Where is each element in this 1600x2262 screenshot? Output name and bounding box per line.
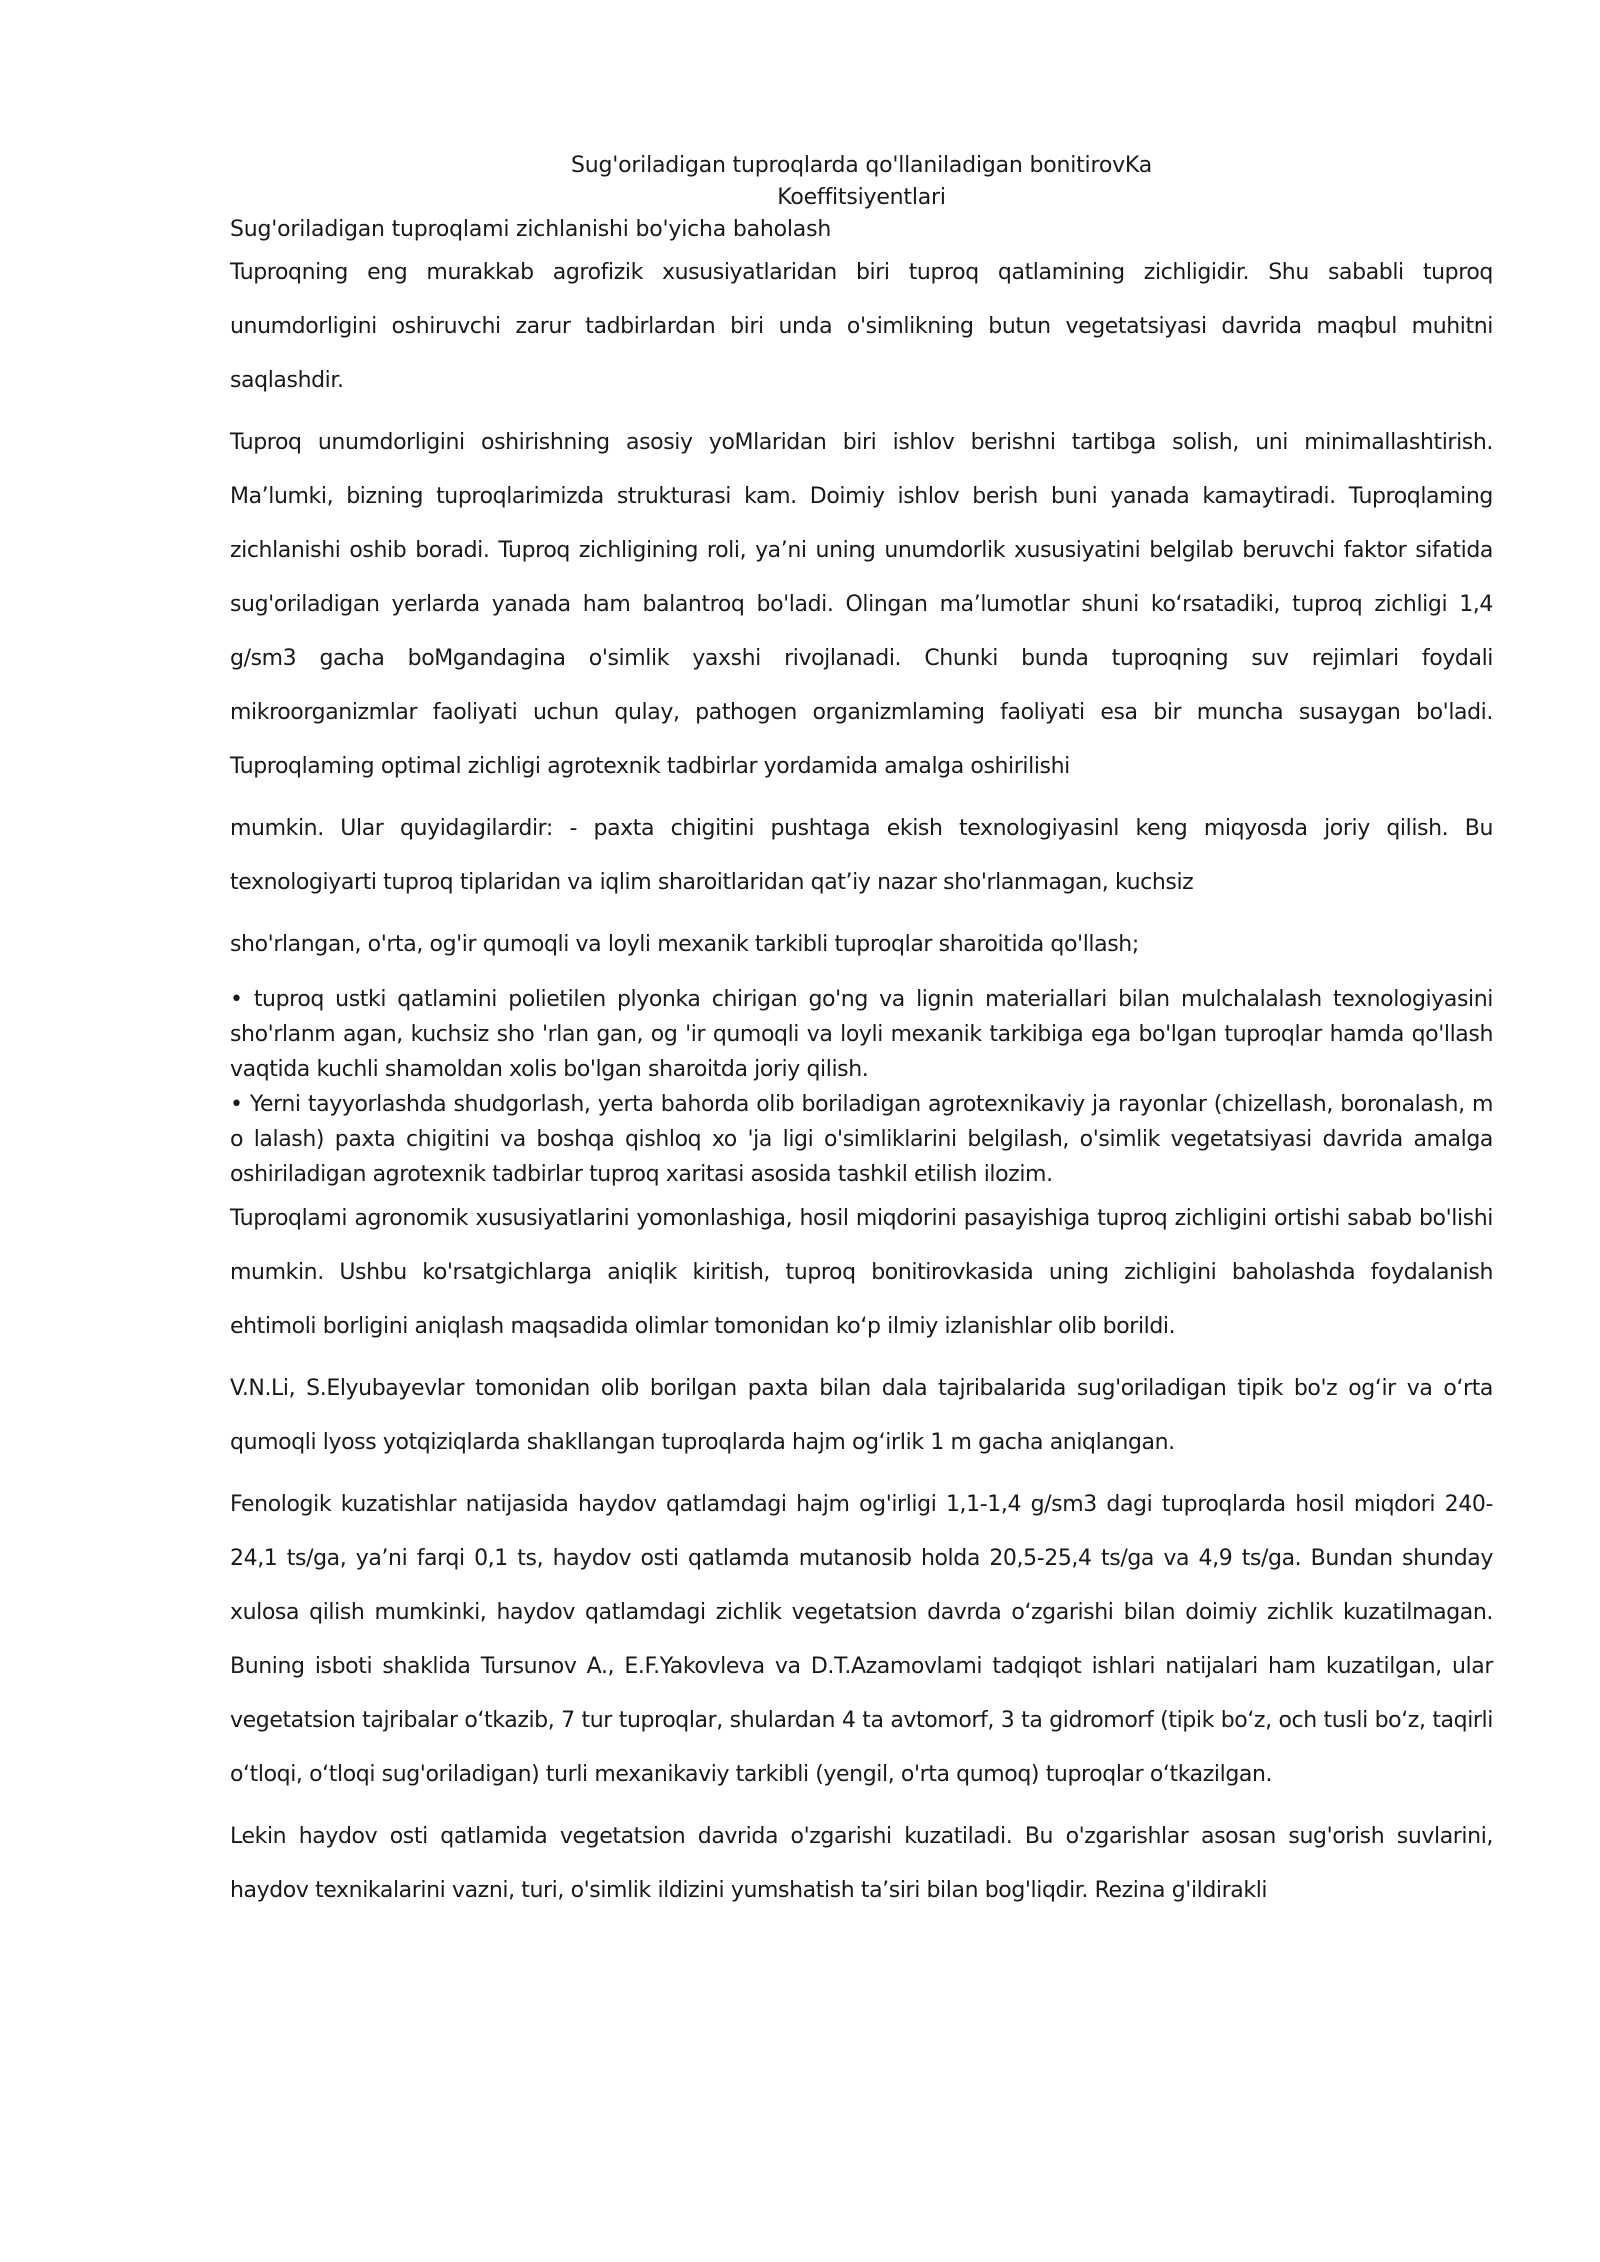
document-page (230, 150, 1493, 1926)
paragraph: sho'rlangan, o'rta, og'ir qumoqli va loyli mexanik tarkibli tuproqlar sharoitida qo'llash; (230, 932, 1139, 957)
document-title: Sug'oriladigan tuproqlarda qo'llaniladigan bonitirovKa (570, 153, 1153, 178)
paragraph: V.N.Li, S.Elyubayevlar tomonidan olib borilgan paxta bilan dala tajribalarida sug'oriladigan tipik bo'z og‘ir va o‘rta qumoqli lyoss yotqiziqlarda shakllangan tuproqlarda hajm og‘irIik 1 m gacha aniqlangan. (230, 1376, 1493, 1455)
paragraph: Fenologik kuzatishlar natijasida haydov qatlamdagi hajm og'irligi 1,1-1,4 g/sm3 dagi tuproqlarda hosil miqdori 240-24,1 ts/ga, ya’ni farqi 0,1 ts, haydov osti qatlamda mutanosib holda 20,5-25,4 ts/ga va 4,9 ts/ga. Bundan shunday xulosa qilish mumkinki, haydov qatlamdagi zichlik vegetatsion davrda o‘zgarishi bilan doimiy zichlik kuzatilmagan. Buning isboti shaklida Tursunov A., E.F.Yakovleva va D.T.Azamovlami tadqiqot ishlari natijalari ham kuzatilgan, ular vegetatsion tajribalar o‘tkazib, 7 tur tuproqlar, shulardan 4 ta avtomorf, 3 ta gidromorf (tipik bo‘z, och tusli bo‘z, taqirli o‘tloqi, o‘tloqi sug'oriladigan) turli mexanikaviy tarkibli (yengil, o'rta qumoq) tuproqlar o‘tkazilgan. (230, 1492, 1493, 1787)
paragraph: Tuproqning eng murakkab agrofizik xususiyatlaridan biri tuproq qatlamining zichligidir. Shu sababli tuproq unumdorligini oshiruvchi zarur tadbirlardan biri unda o'simlikning butun vegetatsiyasi davrida maqbul muhitni saqlashdir. (230, 260, 1493, 393)
bullet-item: • tuproq ustki qatlamini polietilen plyonka chirigan go'ng va lignin materiallari bilan mulchalalash texnologiyasini sho'rlanm agan, kuchsiz sho 'rlan gan, og 'ir qumoqli va loyli mexanik tarkibiga ega bo'lgan tuproqlar hamda qo'llash vaqtida kuchli shamoldan xolis bo'lgan sharoitda joriy qilish. (230, 987, 1493, 1082)
paragraph: Tuproqlami agronomik xususiyatlarini yomonlashiga, hosil miqdorini pasayishiga tuproq zichligini ortishi sabab bo'lishi mumkin. Ushbu ko'rsatgichlarga aniqlik kiritish, tuproq bonitirovkasida uning zichligini baholashda foydalanish ehtimoli borligini aniqlash maqsadida olimlar tomonidan ko‘p ilmiy izlanishlar olib borildi. (230, 1206, 1493, 1339)
bullet-item: • Yerni tayyorlashda shudgorlash, yerta bahorda olib boriladigan agrotexnikaviy ja rayonlar (chizellash, boronalash, m o lalash) paxta chigitini va boshqa qishloq xo 'ja ligi o'simliklarini belgilash, o'simlik vegetatsiyasi davrida amalga oshiriladigan agrotexnik tadbirlar tuproq xaritasi asosida tashkil etilish ilozim. (230, 1092, 1493, 1187)
paragraph: mumkin. Ular quyidagilardir: - paxta chigitini pushtaga ekish texnologiyasinl keng miqyosda joriy qilish. Bu texnologiyarti tuproq tiplaridan va iqlim sharoitlaridan qat’iy nazar sho'rlanmagan, kuchsiz (230, 816, 1493, 895)
document-title-continued: Koeffitsiyentlari (777, 185, 946, 210)
paragraph: Tuproq unumdorligini oshirishning asosiy yoMlaridan biri ishlov berishni tartibga solish, uni minimallashtirish. Ma’lumki, bizning tuproqlarimizda strukturasi kam. Doimiy ishlov berish buni yanada kamaytiradi. Tuproqlaming zichlanishi oshib boradi. Tuproq zichligining roli, ya’ni uning unumdorlik xususiyatini belgilab beruvchi faktor sifatida sug'oriladigan yerlarda yanada ham balantroq bo'ladi. Olingan ma’lumotlar shuni ko‘rsatadiki, tuproq zichligi 1,4 g/sm3 gacha boMgandagina o'simlik yaxshi rivojlanadi. Chunki bunda tuproqning suv rejimlari foydali mikroorganizmlar faoliyati uchun qulay, pathogen organizmlaming faoliyati esa bir muncha susaygan bo'ladi. Tuproqlaming optimal zichligi agrotexnik tadbirlar yordamida amalga oshirilishi (230, 430, 1493, 779)
paragraph: Lekin haydov osti qatlamida vegetatsion davrida o'zgarishi kuzatiladi. Bu o'zgarishlar asosan sug'orish suvlarini, haydov texnikalarini vazni, turi, o'simlik ildizini yumshatish ta’siri bilan bog'liqdir. Rezina g'ildirakli (230, 1824, 1493, 1903)
section-heading: Sug'oriladigan tuproqlami zichlanishi bo'yicha baholash (230, 217, 832, 242)
